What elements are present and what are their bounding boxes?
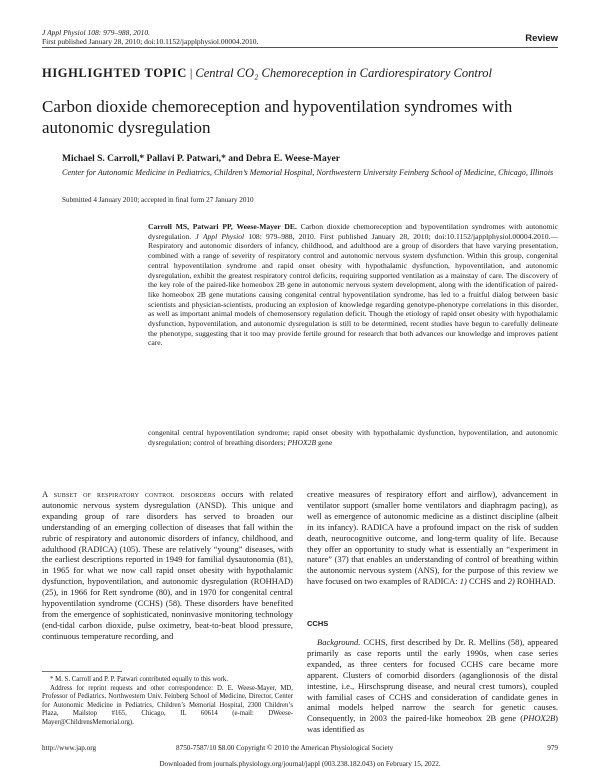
enum-2-text: ROHHAD. <box>516 576 556 587</box>
keywords-end: gene <box>318 437 333 447</box>
right-paragraph-2 <box>307 637 558 735</box>
topic-label: HIGHLIGHTED TOPIC <box>42 66 187 80</box>
article-title <box>42 96 562 138</box>
page-number: 979 <box>547 744 558 752</box>
lead-in-smallcaps: A subset of respiratory control disorders <box>42 489 216 499</box>
copyright-line: 8750-7587/10 $8.00 Copyright © 2010 the American Physiological Society <box>176 744 394 752</box>
abstract-body: Respiratory and autonomic disorders of infancy, childhood, and adulthood are a group of disorders that have varying presentation, combined with a range of severity of respiratory control and autonomic nervous system dysfunction. Within this group, congenital central hypoventilation syndrome and rapid onset obesity with hypothalamic dysfunction, hypoventilation, and autonomic dysregulation, exhibit the greatest respiratory control deficits, requiring supported ventilation as a mainstay of care. The discovery of the key role of the paired-like homeobox 2B gene in autonomic nervous system development, along with the identification of paired-like homeobox 2B gene mutations causing congenital central hypoventilation syndrome, has led to a fruitful dialog between basic scientists and physician-scientists, producing an explosion of knowledge regarding genotype-phenotype correlations in this disorder, as well as important animal models of chemosensory regulation deficit. Though the etiology of rapid onset obesity with hypothalamic dysfunction, hypoventilation, and autonomic dysregulation is still to be determined, recent studies have begun to carefully delineate the phenotype, suggesting that it too may provide fertile ground for research that both advances our knowledge and improves patient care. <box>148 241 558 348</box>
author-list: Michael S. Carroll,* Pallavi P. Patwari,* and Debra E. Weese-Mayer <box>62 154 340 164</box>
topic-name: Central CO₂ Chemoreception in Cardiorespiratory Control <box>195 66 492 80</box>
abstract-cite-journal: J Appl Physiol <box>195 231 245 241</box>
download-note: Downloaded from journals.physiology.org/journal/jappl (003.238.182.043) on February 15, 2022. <box>159 760 441 768</box>
enum-1-number: 1) <box>459 576 467 587</box>
keywords-main: congenital central hypoventilation syndrome; rapid onset obesity with hypothalamic dysfunction, hypoventilation, and autonomic dysregulation; control of breathing disorders; <box>148 428 558 447</box>
footnote-equal-contribution: * M. S. Carroll and P. P. Patwari contributed equally to this work. <box>50 676 229 683</box>
keywords-gene: PHOX2B <box>287 437 317 447</box>
submission-dates: Submitted 4 January 2010; accepted in final form 27 January 2010 <box>62 196 254 204</box>
footnote-correspondence: Address for reprint requests and other correspondence: D. E. Weese-Mayer, MD, Professor of Pediatrics, Northwestern Univ. Feinberg School of Medicine, Director, Center for Autonomic Medicine in Pediatrics, Children’s Memorial Hospital, 2300 Children’s Plaza, Mailstop #165, Chicago, IL 60614 (e-mail: DWeese-Mayer@ChildrensMemorial.org). <box>42 684 293 726</box>
section-heading-cchs: CCHS <box>307 619 329 628</box>
background-gene: PHOX2B <box>523 713 556 724</box>
footnote-rule <box>42 671 122 672</box>
journal-citation: J Appl Physiol 108: 979–988, 2010. <box>42 28 150 37</box>
title-line-2: autonomic dysregulation <box>42 118 211 137</box>
header-rule <box>42 47 558 48</box>
affiliation: Center for Autonomic Medicine in Pediatrics, Children’s Memorial Hospital, Northwestern University Feinberg School of Medicine, Chicago, Illinois <box>62 168 554 177</box>
enum-1-text: CCHS and <box>468 576 506 587</box>
journal-url[interactable]: http://www.jap.org <box>42 744 97 752</box>
enum-2-number: 2) <box>507 576 515 587</box>
background-text-a: CCHS, first described by Dr. R. Mellins (58), appeared primarily as case reports until the early 1990s, when case series expanded, as three centers for focused CCHS care became more apparent. Clusters of comorbid disorders (aganglionosis of the distal intestine, i.e., Hirschsprung disease, and neural crest tumors), coupled with familial cases of CCHS and consideration of candidate genes in animal models helped narrow the search for genetic causes. Consequently, in 2003 the paired-like homeobox 2B gene ( <box>307 637 558 724</box>
background-lead: Background. <box>317 637 361 647</box>
background-text-b: ) was identified as <box>307 713 558 735</box>
topic-separator: | <box>189 66 193 80</box>
left-paragraph-1: occurs with related autonomic nervous system dysregulation (ANSD). This unique and expanding group of rare disorders has served to broaden our understanding of an emerging collection of diseases that fall within the rubric of respiratory and autonomic disorders of infancy, childhood, and adulthood (RADICA) (105). These are relatively “young” diseases, with the earliest descriptions reported in 1949 for familial dysautonomia (81), in 1965 for what we now call rapid onset obesity with hypothalamic dysfunction, hypoventilation, and autonomic dysregulation (ROHHAD) (25), in 1966 for Rett syndrome (80), and in 1970 for congenital central hypoventilation syndrome (CCHS) (58). These disorders have benefited from the emergence of sophisticated, noninvasive monitoring technology (end-tidal carbon dioxide, pulse oximetry, beat-to-beat blood pressure, continuous temperature recording, and <box>42 489 293 641</box>
title-line-1: Carbon dioxide chemoreception and hypoventilation syndromes with <box>42 97 513 116</box>
abstract-cite-authors: Carroll MS, Patwari PP, Weese-Mayer DE. <box>148 222 297 231</box>
highlighted-topic <box>42 66 492 81</box>
abstract-cite-rest: 108: 979–988, 2010. First published January 28, 2010; doi:10.1152/japplphysiol.00004.2010.— <box>248 231 558 241</box>
abstract <box>148 222 558 348</box>
body-column-right <box>307 489 558 587</box>
abstract-cite-title: Carbon dioxide chemoreception and hypoventilation syndromes with autonomic dysregulation. <box>148 222 558 241</box>
body-column-left <box>42 489 293 642</box>
section-tag: Review <box>525 33 558 44</box>
keywords <box>148 428 558 447</box>
doi-line: First published January 28, 2010; doi:10.1152/japplphysiol.00004.2010. <box>42 37 259 46</box>
footnote <box>42 676 293 728</box>
right-paragraph-1: creative measures of respiratory effort and airflow), advancement in ventilator support (smaller home ventilators and diaphragm pacing), as well as emergence of autonomic medicine as a distinct discipline (albeit in its infancy). RADICA have a profound impact on the risk of sudden death, neurocognitive outcome, and long-term quality of life. Because they offer an opportunity to study what is essentially an “experiment in nature” (37) that enables an understanding of control of breathing within the autonomic nervous system (ANS), for the purpose of this review we have focused on two examples of RADICA: <box>307 489 558 587</box>
